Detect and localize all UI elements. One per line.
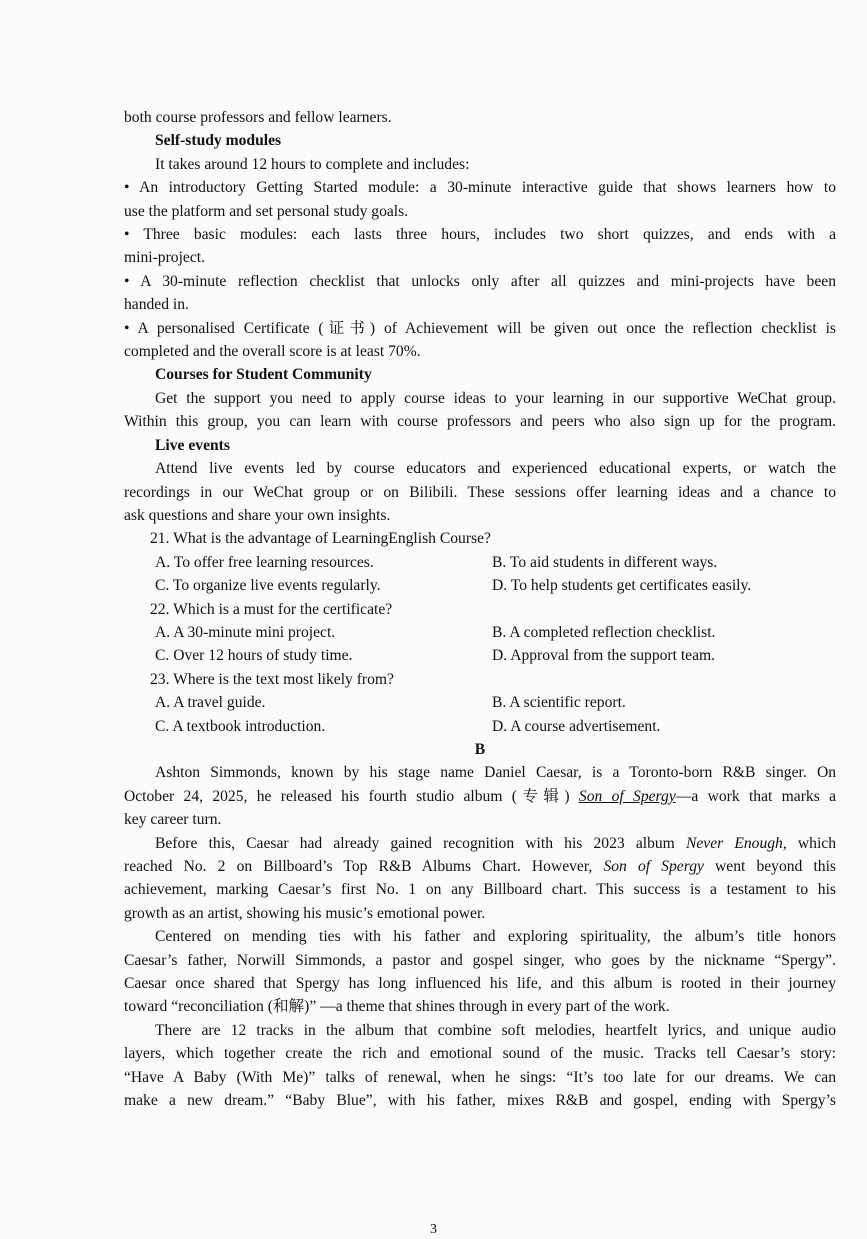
text-line: ask questions and share your own insights. bbox=[124, 506, 391, 524]
text-line: Centered on mending ties with his father and exploring spirituality, the album’s title honors bbox=[155, 928, 836, 946]
album-title: Son of Spergy bbox=[578, 787, 676, 805]
text-line: Ashton Simmonds, known by his stage name Daniel Caesar, is a Toronto-born R&B singer. On bbox=[155, 764, 836, 782]
options-row bbox=[124, 574, 836, 597]
bullet-line: mini-project. bbox=[124, 249, 205, 267]
bullet-line: • Three basic modules: each lasts three hours, includes two short quizzes, and ends with a bbox=[124, 226, 836, 244]
text-line: It takes around 12 hours to complete and includes: bbox=[155, 155, 470, 173]
album-title: Never Enough bbox=[685, 834, 783, 852]
album-title: Son of Spergy bbox=[603, 858, 704, 875]
options-row bbox=[124, 691, 836, 714]
option-b[interactable]: B. A scientific report. bbox=[492, 694, 626, 712]
text-line: There are 12 tracks in the album that combine soft melodies, heartfelt lyrics, and unique audio bbox=[155, 1021, 836, 1039]
page-number: 3 bbox=[430, 1222, 437, 1237]
section-heading-self-study: Self-study modules bbox=[155, 132, 282, 150]
text-line: Attend live events led by course educators and experienced educational experts, or watch the bbox=[155, 460, 836, 478]
options-row bbox=[124, 715, 836, 738]
text-line: both course professors and fellow learners. bbox=[124, 109, 392, 126]
text-line: October 24, 2025, he released his fourth studio album (专辑) Son of Spergy—a work that marks a bbox=[124, 787, 836, 805]
question-23 bbox=[124, 668, 836, 738]
document-page bbox=[124, 106, 836, 1112]
text-line: Within this group, you can learn with course professors and peers who also sign up for the program. bbox=[124, 413, 836, 431]
option-d[interactable]: D. A course advertisement. bbox=[492, 717, 661, 735]
text-line: growth as an artist, showing his music’s emotional power. bbox=[124, 904, 486, 922]
text-line: recordings in our WeChat group or on Bilibili. These sessions offer learning ideas and a chance to bbox=[124, 483, 836, 501]
options-row bbox=[124, 551, 836, 574]
option-d[interactable]: D. Approval from the support team. bbox=[492, 647, 716, 665]
bullet-line: • An introductory Getting Started module: a 30-minute interactive guide that shows learners how to bbox=[124, 179, 836, 197]
options-row bbox=[124, 621, 836, 644]
text-line: layers, which together create the rich and emotional sound of the music. Tracks tell Caesar’s story: bbox=[124, 1045, 836, 1063]
text-line: reached No. 2 on Billboard’s Top R&B Albums Chart. However, Son of Spergy went beyond this bbox=[124, 858, 836, 875]
bullet-line: • A 30-minute reflection checklist that unlocks only after all quizzes and mini-projects have been bbox=[124, 272, 836, 290]
option-c[interactable]: C. Over 12 hours of study time. bbox=[155, 647, 353, 665]
question-stem: 23. Where is the text most likely from? bbox=[150, 670, 394, 688]
option-a[interactable]: A. To offer free learning resources. bbox=[155, 553, 374, 571]
option-b[interactable]: B. A completed reflection checklist. bbox=[492, 623, 716, 641]
bullet-line: completed and the overall score is at least 70%. bbox=[124, 343, 421, 361]
option-c[interactable]: C. A textbook introduction. bbox=[155, 717, 326, 735]
question-21 bbox=[124, 527, 836, 597]
option-c[interactable]: C. To organize live events regularly. bbox=[155, 577, 381, 595]
section-heading-live-events: Live events bbox=[155, 436, 230, 454]
text-line: “Have A Baby (With Me)” talks of renewal, when he sings: “It’s too late for our dreams. We can bbox=[124, 1068, 836, 1086]
question-stem: 22. Which is a must for the certificate? bbox=[150, 600, 393, 618]
question-stem: 21. What is the advantage of LearningEnglish Course? bbox=[150, 530, 491, 548]
text-line: Caesar’s father, Norwill Simmonds, a pastor and gospel singer, who goes by the nickname “Spergy”. bbox=[124, 951, 836, 969]
option-a[interactable]: A. A travel guide. bbox=[155, 694, 266, 712]
text-line: Caesar once shared that Spergy has long influenced his life, and this album is rooted in their journey bbox=[124, 975, 836, 993]
option-b[interactable]: B. To aid students in different ways. bbox=[492, 553, 718, 571]
question-22 bbox=[124, 598, 836, 668]
bullet-line: use the platform and set personal study goals. bbox=[124, 202, 409, 220]
text-line: achievement, marking Caesar’s first No. 1 on any Billboard chart. This success is a testament to his bbox=[124, 881, 836, 899]
text-line: toward “reconciliation (和解)” —a theme that shines through in every part of the work. bbox=[124, 998, 670, 1016]
section-label-b: B bbox=[474, 740, 486, 758]
option-a[interactable]: A. A 30-minute mini project. bbox=[155, 623, 336, 641]
text-line: make a new dream.” “Baby Blue”, with his father, mixes R&B and gospel, ending with Spergy’s bbox=[124, 1092, 836, 1110]
bullet-line: • A personalised Certificate (证书) of Achievement will be given out once the reflection checklist is bbox=[124, 319, 836, 337]
options-row bbox=[124, 644, 836, 667]
text-line: key career turn. bbox=[124, 811, 222, 829]
text-line: Get the support you need to apply course ideas to your learning in our supportive WeChat group. bbox=[155, 389, 836, 407]
option-d[interactable]: D. To help students get certificates easily. bbox=[492, 577, 752, 595]
bullet-line: handed in. bbox=[124, 296, 189, 314]
text-line: Before this, Caesar had already gained recognition with his 2023 album Never Enough, which bbox=[155, 834, 836, 852]
section-heading-community: Courses for Student Community bbox=[155, 366, 372, 384]
